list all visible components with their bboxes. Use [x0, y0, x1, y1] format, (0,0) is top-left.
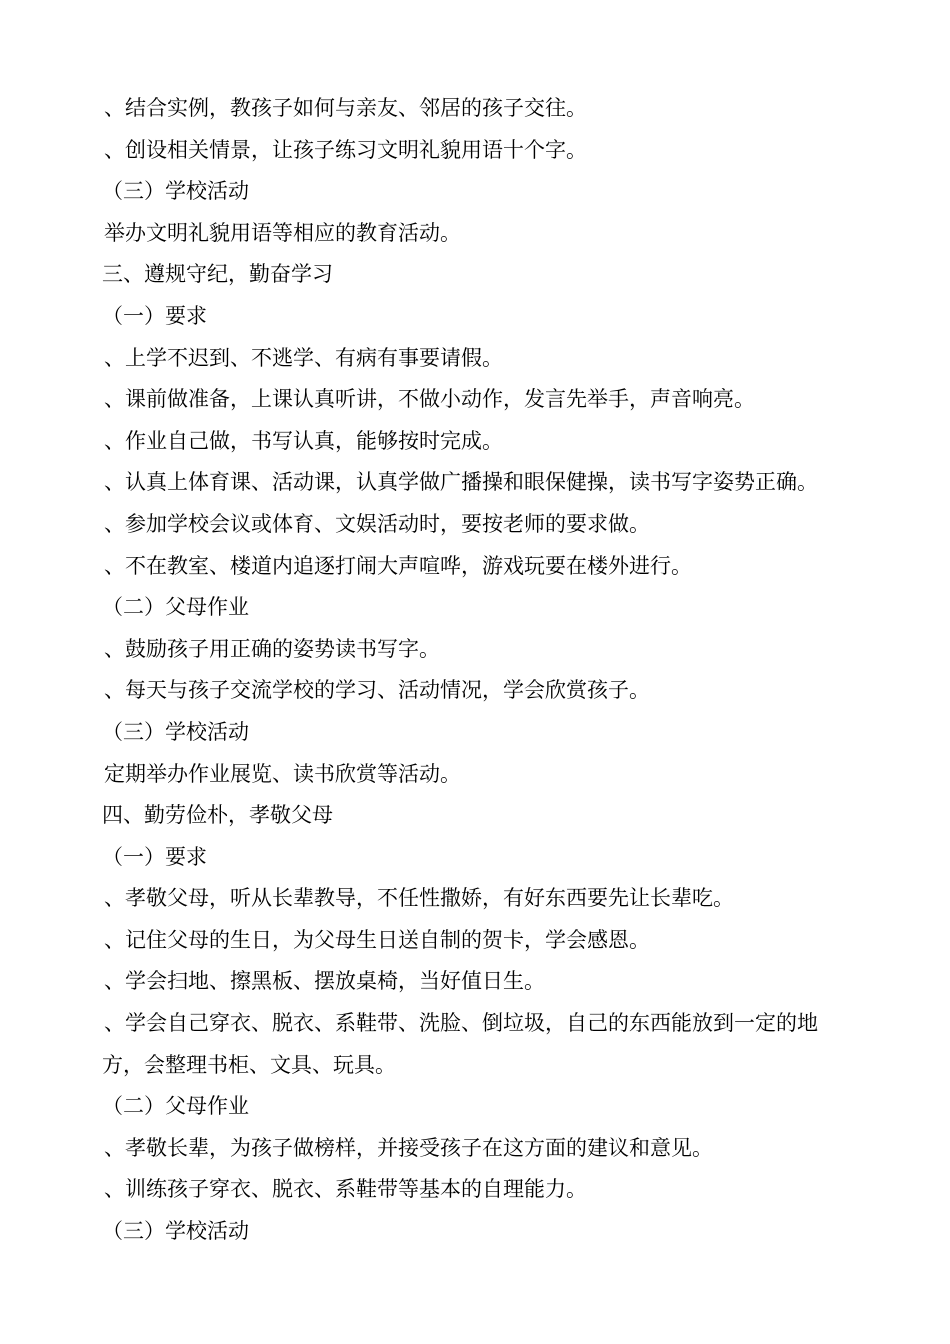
- list-item: 、认真上体育课、活动课，认真学做广播操和眼保健操，读书写字姿势正确。: [104, 470, 818, 495]
- list-item: 、参加学校会议或体育、文娱活动时，要按老师的要求做。: [104, 511, 650, 536]
- subsection-heading: （三）学校活动: [102, 179, 249, 204]
- list-item: 、孝敬长辈，为孩子做榜样，并接受孩子在这方面的建议和意见。: [104, 1135, 713, 1160]
- list-item: 、学会自己穿衣、脱衣、系鞋带、洗脸、倒垃圾，自己的东西能放到一定的地: [104, 1011, 818, 1036]
- section-heading: 四、勤劳俭朴，孝敬父母: [102, 803, 333, 828]
- document-body: [0, 88, 950, 1253]
- list-item: 、记住父母的生日，为父母生日送自制的贺卡，学会感恩。: [104, 927, 650, 952]
- list-item: 、结合实例，教孩子如何与亲友、邻居的孩子交往。: [104, 96, 587, 120]
- paragraph: 举办文明礼貌用语等相应的教育活动。: [104, 220, 461, 245]
- paragraph: 定期举办作业展览、读书欣赏等活动。: [104, 761, 461, 786]
- subsection-heading: （二）父母作业: [102, 595, 249, 620]
- section-heading: 三、遵规守纪，勤奋学习: [102, 262, 333, 287]
- list-item: 、上学不迟到、不逃学、有病有事要请假。: [104, 345, 503, 370]
- list-item: 、孝敬父母，听从长辈教导，不任性撒娇，有好东西要先让长辈吃。: [104, 886, 734, 911]
- subsection-heading: （一）要求: [102, 844, 207, 869]
- subsection-heading: （三）学校活动: [102, 719, 249, 744]
- list-item: 、创设相关情景，让孩子练习文明礼貌用语十个字。: [104, 137, 587, 162]
- list-item: 、作业自己做，书写认真，能够按时完成。: [104, 428, 503, 453]
- list-item: 、训练孩子穿衣、脱衣、系鞋带等基本的自理能力。: [104, 1177, 587, 1202]
- list-item: 、不在教室、楼道内追逐打闹大声喧哗，游戏玩要在楼外进行。: [104, 553, 692, 578]
- subsection-heading: （二）父母作业: [102, 1094, 249, 1119]
- subsection-heading: （三）学校活动: [102, 1219, 249, 1244]
- list-item: 、课前做准备，上课认真听讲，不做小动作，发言先举手，声音响亮。: [104, 387, 755, 412]
- list-item-continuation: 方，会整理书柜、文具、玩具。: [102, 1052, 396, 1077]
- list-item: 、鼓励孩子用正确的姿势读书写字。: [104, 636, 440, 661]
- subsection-heading: （一）要求: [102, 303, 207, 328]
- list-item: 、每天与孩子交流学校的学习、活动情况，学会欣赏孩子。: [104, 678, 650, 703]
- list-item: 、学会扫地、擦黑板、摆放桌椅，当好值日生。: [104, 969, 545, 994]
